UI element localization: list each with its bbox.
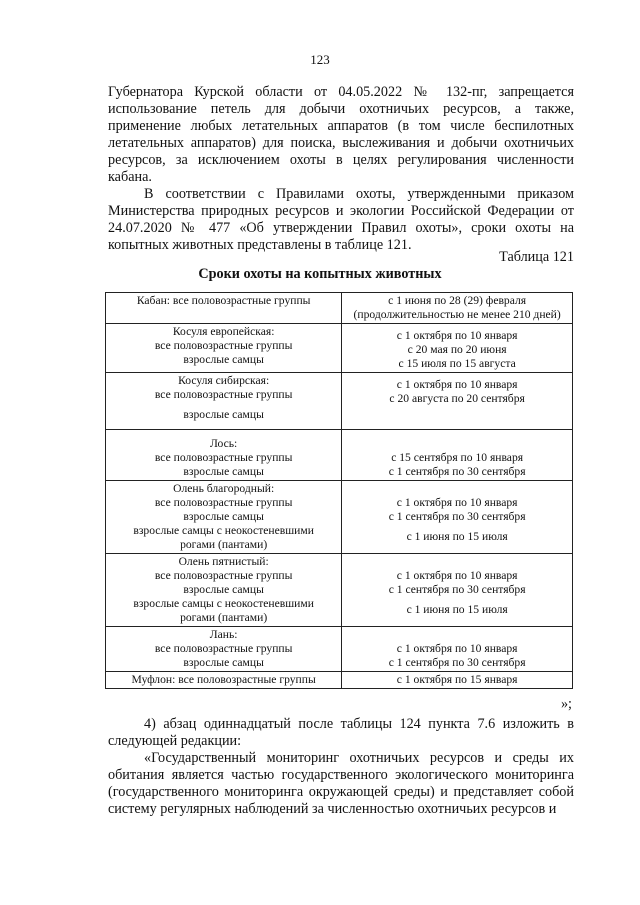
period-text: с 1 сентября по 30 сентября — [388, 656, 526, 669]
group-text: взрослые самцы — [183, 583, 264, 596]
animal-cell — [106, 373, 342, 430]
table-row — [106, 672, 573, 689]
animal-cell — [106, 554, 342, 627]
group-text: все половозрастные группы — [154, 339, 293, 352]
paragraph-hunting-restrictions — [108, 84, 574, 186]
animal-cell — [106, 430, 342, 481]
period-text: с 20 мая по 20 июня — [407, 343, 507, 356]
period-text: с 1 сентября по 30 сентября — [388, 583, 526, 596]
period-cell — [342, 554, 573, 627]
group-text: все половозрастные группы — [154, 496, 293, 509]
period-cell — [342, 324, 573, 373]
group-text: взрослые самцы с неокостеневшими — [133, 524, 314, 537]
group-text: взрослые самцы — [183, 408, 264, 421]
period-cell — [342, 672, 573, 689]
group-text: взрослые самцы — [183, 353, 264, 366]
page-number: 123 — [310, 52, 330, 67]
hunting-periods-table — [105, 292, 573, 689]
paragraph-4-text: «Государственный мониторинг охотничьих ресурсов и среды их обитания является частью государственного экологического мониторинга (государственного мониторинга окружающей среды) и представляет собой систему регулярных наблюдений за численностью охотничьих ресурсов и — [108, 750, 574, 817]
period-cell — [342, 293, 573, 324]
period-text: с 1 июня по 15 июля — [406, 603, 508, 616]
animal-label: Муфлон: все половозрастные группы — [131, 673, 316, 686]
table-row — [106, 430, 573, 481]
period-text: с 15 июля по 15 августа — [398, 357, 516, 370]
group-text: все половозрастные группы — [154, 569, 293, 582]
period-text: с 1 октября по 10 января — [396, 378, 518, 391]
table-row — [106, 627, 573, 672]
period-text: с 1 сентября по 30 сентября — [388, 465, 526, 478]
group-text: взрослые самцы — [183, 656, 264, 669]
animal-label: Кабан: все половозрастные группы — [136, 294, 311, 307]
table-title: Сроки охоты на копытных животных — [198, 266, 442, 282]
period-cell — [342, 481, 573, 554]
paragraph-2-text: В соответствии с Правилами охоты, утвержденными приказом Министерства природных ресурсов и экологии Российской Федерации от 24.07.2020 № 477 «Об утверждении Правил охоты», сроки охоты на копытных животных представлены в таблице 121. — [108, 186, 574, 253]
animal-label: Лось: — [209, 437, 238, 450]
paragraph-1-text: Губернатора Курской области от 04.05.2022 № 132-пг, запрещается использование петель для добычи охотничьих ресурсов, а также, применение любых летательных аппаратов (в том числе беспилотных летательных аппаратов) для поиска, выслеживания и добычи охотничьих ресурсов, за исключением охоты в целях регулирования численности кабана. — [108, 84, 574, 185]
quote-close-mark: »; — [560, 696, 572, 712]
table-row — [106, 481, 573, 554]
period-text: с 1 октября по 10 января — [396, 569, 518, 582]
table-row — [106, 324, 573, 373]
period-text: с 1 июня по 28 (29) февраля — [388, 294, 527, 307]
group-text: рогами (пантами) — [180, 611, 268, 624]
group-text: все половозрастные группы — [154, 642, 293, 655]
animal-cell — [106, 627, 342, 672]
animal-cell — [106, 481, 342, 554]
paragraph-hunting-rules — [108, 186, 574, 254]
period-text: с 1 октября по 10 января — [396, 642, 518, 655]
table-caption: Таблица 121 — [499, 249, 574, 265]
period-text: с 1 сентября по 30 сентября — [388, 510, 526, 523]
period-text: (продолжительностью не менее 210 дней) — [353, 308, 561, 321]
period-text: с 1 июня по 15 июля — [406, 530, 508, 543]
group-text: все половозрастные группы — [154, 388, 293, 401]
period-text: с 1 октября по 10 января — [396, 329, 518, 342]
group-text: взрослые самцы — [183, 510, 264, 523]
animal-label: Олень пятнистый: — [178, 555, 269, 568]
animal-cell — [106, 293, 342, 324]
table-row — [106, 554, 573, 627]
group-text: взрослые самцы — [183, 465, 264, 478]
group-text: рогами (пантами) — [180, 538, 268, 551]
paragraph-3-text: 4) абзац одиннадцатый после таблицы 124 пункта 7.6 изложить в следующей редакции: — [108, 716, 574, 749]
period-text: с 20 августа по 20 сентября — [389, 392, 525, 405]
period-cell — [342, 373, 573, 430]
table-row — [106, 293, 573, 324]
period-text: с 15 сентября по 10 января — [391, 451, 524, 464]
paragraph-amendment — [108, 716, 574, 750]
group-text: все половозрастные группы — [154, 451, 293, 464]
animal-label: Олень благородный: — [173, 482, 275, 495]
paragraph-monitoring — [108, 750, 574, 818]
animal-label: Косуля сибирская: — [178, 374, 270, 387]
period-cell — [342, 430, 573, 481]
period-text: с 1 октября по 10 января — [396, 496, 518, 509]
group-text: взрослые самцы с неокостеневшими — [133, 597, 314, 610]
animal-cell — [106, 672, 342, 689]
period-cell — [342, 627, 573, 672]
animal-cell — [106, 324, 342, 373]
animal-label: Косуля европейская: — [172, 325, 275, 338]
table-row — [106, 373, 573, 430]
animal-label: Лань: — [209, 628, 238, 641]
period-text: с 1 октября по 15 января — [396, 673, 518, 686]
